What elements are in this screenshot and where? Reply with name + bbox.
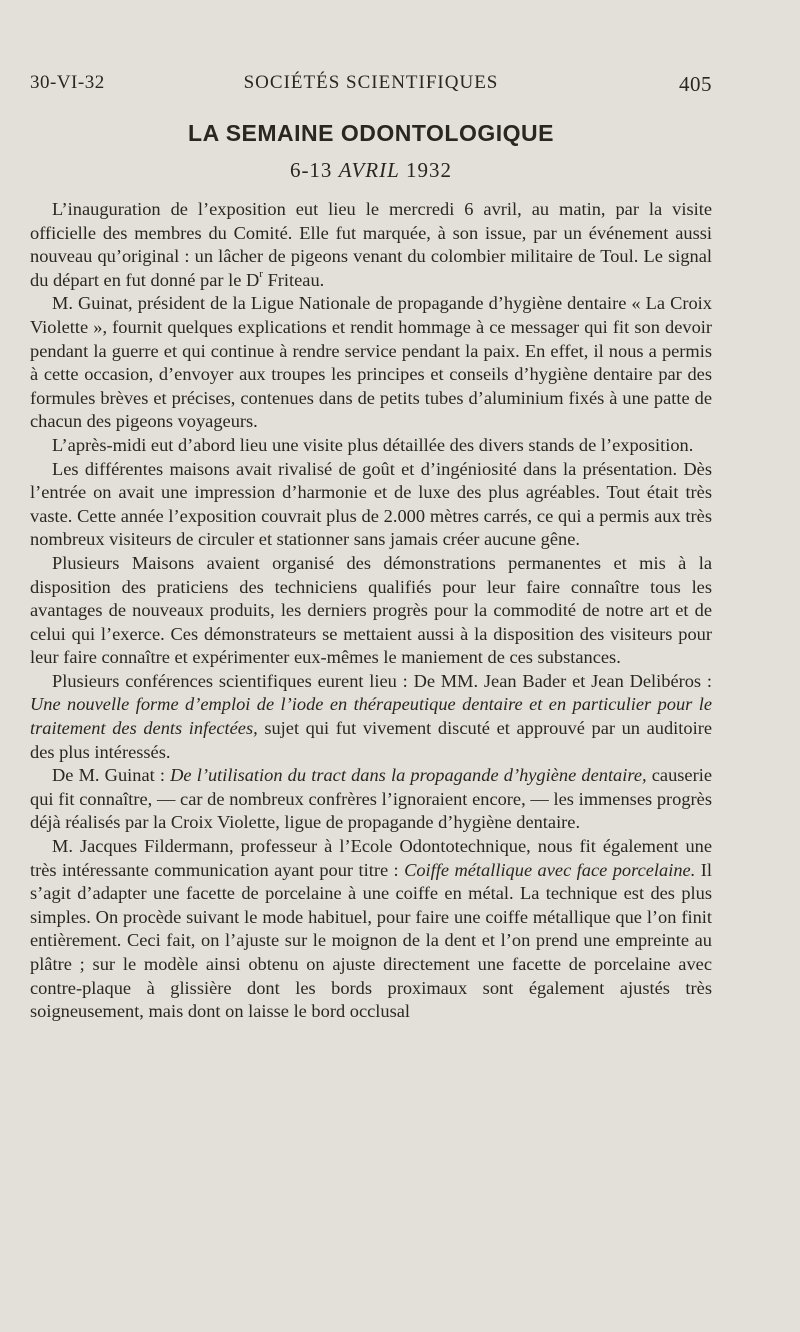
article-date	[30, 158, 712, 183]
date-days: 6-13	[289, 158, 333, 182]
paragraph: Plusieurs Maisons avaient organisé des démonstrations permanentes et mis à la disposition des praticiens des techniciens qualifiés pour leur faire connaître tous les avantages de nouveaux produits, les derniers progrès pour la commodité de notre art et de celui qui l’exerce. Ces démonstrateurs se mettaient aussi à la disposition des visiteurs pour leur faire connaître et expérimenter eux-mêmes le maniement de ces substances.	[30, 552, 712, 668]
page-number: 405	[679, 72, 712, 96]
paragraph: De M. Guinat : De l’utilisation du tract dans la propagande d’hygiène dentaire, causerie qui fit connaître, — car de nombreux confrères l’ignoraient encore, — les immenses progrès déjà réalisés par la Croix Violette, ligue de propagande d’hygiène dentaire.	[30, 765, 712, 833]
header-date: 30-VI-32	[30, 72, 105, 93]
communication-title: Coiffe métallique avec face porcelaine.	[404, 859, 696, 880]
paragraph: M. Guinat, président de la Ligue Nationale de propagande d’hygiène dentaire « La Croix Violette », fournit quelques explications et rendit hommage à ce messager qui fit son devoir pendant la guerre et qui continue à rendre service pendant la paix. En effet, il nous a permis à cette occasion, d’envoyer aux troupes les principes et conseils d’hygiène dentaire par des formules brèves et précises, contenues dans de petits tubes d’aluminium fixés à une patte de chacun des pigeons voyageurs.	[30, 293, 712, 432]
date-year: 1932	[406, 158, 453, 182]
paragraph: Les différentes maisons avait rivalisé de goût et d’ingéniosité dans la présentation. Dès l’entrée on avait une impression d’harmonie et de luxe des plus agréables. Tout était très vaste. Cette année l’exposition couvrait plus de 2.000 mètres carrés, ce qui a permis aux très nombreux visiteurs de circuler et stationner sans jamais créer aucune gêne.	[30, 458, 712, 550]
paragraph: L’inauguration de l’exposition eut lieu le mercredi 6 avril, au matin, par la visite officielle des membres du Comité. Elle fut marquée, à son issue, par un événement aussi nouveau qu’original : un lâcher de pigeons venant du colombier militaire de Toul. Le signal du départ en fut donné par le $D^r$ Friteau.	[30, 199, 712, 290]
article-title: LA SEMAINE ODONTOLOGIQUE	[188, 120, 554, 146]
paragraph: M. Jacques Fildermann, professeur à l’Ecole Odontotechnique, nous fit également une très intéressante communication ayant pour titre : Coiffe métallique avec face porcelaine. Il s’agit d’adapter une facette de porcelaine à une coiffe en métal. La technique est des plus simples. On procède suivant le mode habituel, pour faire une coiffe métallique que l’on finit entièrement. Ceci fait, on l’ajuste sur le moignon de la dent et l’on prend une empreinte au plâtre ; sur le modèle ainsi obtenu on ajuste directement une facette de porcelaine avec contre-plaque à glissière dont les bords proximaux sont également ajustés très soigneusement, mais dont on laisse le bord occlusal	[30, 836, 712, 1022]
paragraph: Plusieurs conférences scientifiques eurent lieu : De MM. Jean Bader et Jean Delibéros : Une nouvelle forme d’emploi de l’iode en thérapeutique dentaire et en particulier pour le traitement des dents infectées, sujet qui fut vivement discuté et approuvé par un auditoire des plus intéressés.	[30, 670, 712, 762]
conference-title: Une nouvelle forme d’emploi de l’iode en thérapeutique dentaire et en particulier pour le traitement des dents infectées,	[30, 694, 712, 739]
running-header	[30, 72, 712, 100]
article-body	[30, 198, 712, 1024]
date-month: AVRIL	[338, 158, 400, 182]
paragraph: L’après-midi eut d’abord lieu une visite plus détaillée des divers stands de l’exposition.	[52, 434, 694, 455]
header-section-title: SOCIÉTÉS SCIENTIFIQUES	[243, 72, 499, 93]
conference-title: De l’utilisation du tract dans la propagande d’hygiène dentaire,	[170, 765, 647, 786]
